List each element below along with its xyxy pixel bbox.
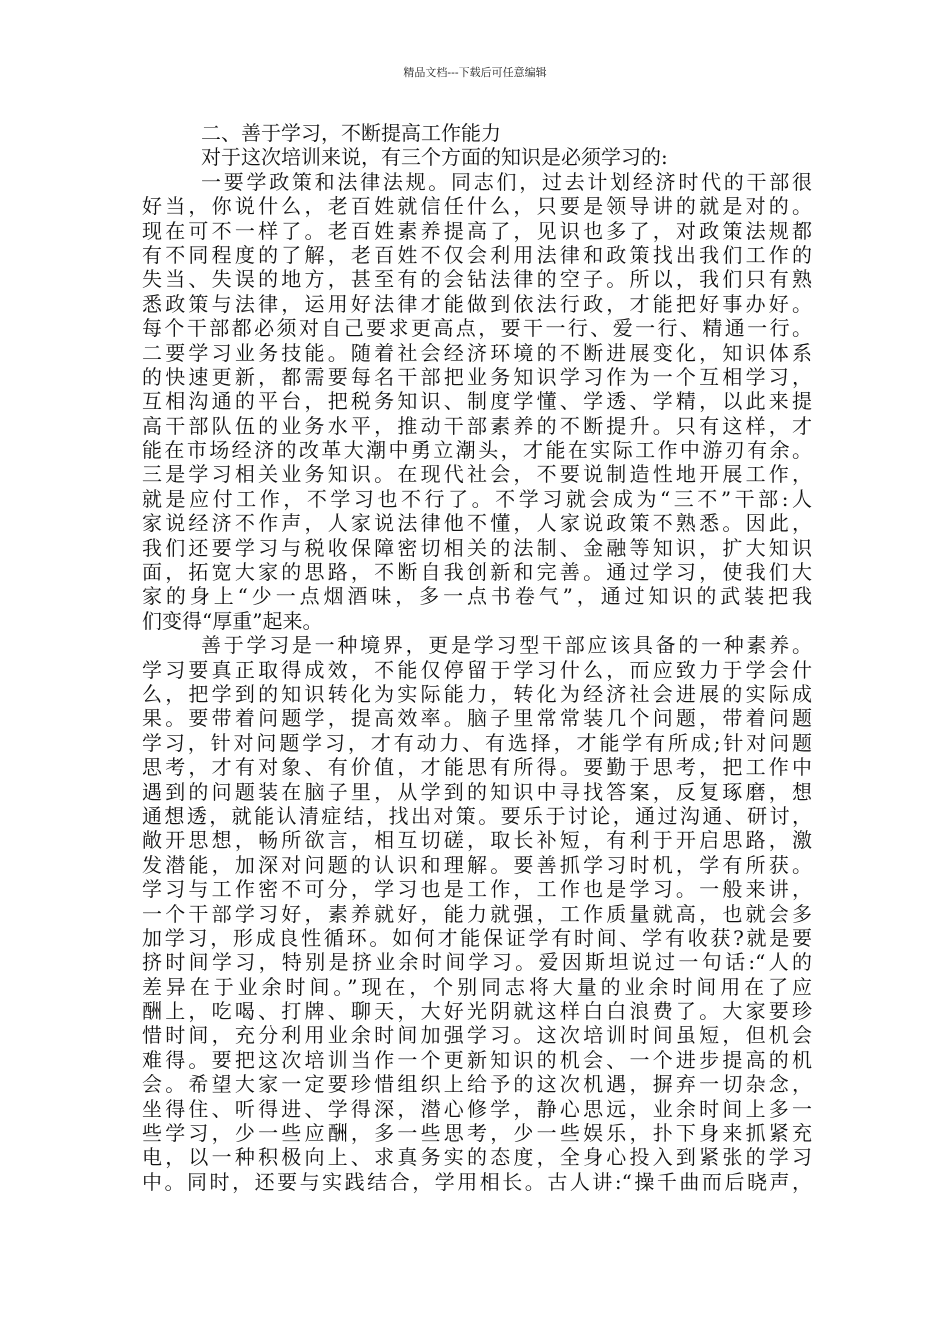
text-line: 一个干部学习好，素养就好，能力就强，工作质量就高，也就会多 (142, 901, 812, 926)
text-line: 二、善于学习，不断提高工作能力 (201, 121, 501, 145)
text-line: 坐得住、听得进、学得深，潜心修学，静心思远，业余时间上多一 (142, 1096, 812, 1121)
text-line: 家说经济不作声，人家说法律他不懂，人家说政策不熟悉。因此， (142, 511, 812, 536)
text-line: 家的身上“少一点烟酒味，多一点书卷气”，通过知识的武装把我 (142, 584, 812, 609)
text-line: 现在可不一样了。老百姓素养提高了，见识也多了，对政策法规都 (142, 218, 812, 243)
text-line: 们变得“厚重”起来。 (142, 608, 323, 633)
text-line: 的快速更新，都需要每名干部把业务知识学习作为一个互相学习， (142, 364, 812, 389)
text-line: 些学习，少一些应酬，多一些思考，少一些娱乐，扑下身来抓紧充 (142, 1121, 812, 1146)
text-line: 学习，针对问题学习，才有动力、有选择，才能学有所成;针对问题 (142, 730, 812, 755)
text-line: 学习与工作密不可分，学习也是工作，工作也是学习。一般来讲， (142, 877, 812, 902)
text-line: 三是学习相关业务知识。在现代社会，不要说制造性地开展工作， (142, 462, 812, 487)
page-header: 精品文档---下载后可任意编辑 (403, 66, 547, 79)
text-line: 每个干部都必须对自己要求更高点，要干一行、爱一行、精通一行。 (142, 316, 812, 341)
text-line: 高干部队伍的业务水平，推动干部素养的不断提升。只有这样，才 (142, 413, 812, 438)
text-line: 学习要真正取得成效，不能仅停留于学习什么，而应致力于学会什 (142, 657, 812, 682)
text-line: 果。要带着问题学，提高效率。脑子里常常装几个问题，带着问题 (142, 706, 812, 731)
text-line: 通想透，就能认清症结，找出对策。要乐于讨论，通过沟通、研讨， (142, 803, 812, 828)
text-line: 能在市场经济的改革大潮中勇立潮头，才能在实际工作中游刃有余。 (142, 438, 812, 463)
text-line: 惜时间，充分利用业余时间加强学习。这次培训时间虽短，但机会 (142, 1023, 812, 1048)
text-line: 二要学习业务技能。随着社会经济环境的不断进展变化，知识体系 (142, 340, 812, 365)
text-line: 会。希望大家一定要珍惜组织上给予的这次机遇，摒弃一切杂念， (142, 1072, 812, 1097)
text-line: 就是应付工作，不学习也不行了。不学习就会成为“三不”干部:人 (142, 486, 812, 511)
text-line: 善于学习是一种境界，更是学习型干部应该具备的一种素养。 (201, 633, 812, 658)
text-line: 好当，你说什么，老百姓就信任什么，只要是领导讲的就是对的。 (142, 194, 812, 219)
text-line: 思考，才有对象、有价值，才能思有所得。要勤于思考，把工作中 (142, 755, 812, 780)
text-line: 互相沟通的平台，把税务知识、制度学懂、学透、学精，以此来提 (142, 389, 812, 414)
text-line: 发潜能，加深对问题的认识和理解。要善抓学习时机，学有所获。 (142, 852, 812, 877)
text-line: 差异在于业余时间。”现在，个别同志将大量的业余时间用在了应 (142, 974, 812, 999)
text-line: 酬上，吃喝、打牌、聊天，大好光阴就这样白白浪费了。大家要珍 (142, 999, 812, 1024)
text-line: 对于这次培训来说，有三个方面的知识是必须学习的: (201, 145, 668, 170)
text-line: 么，把学到的知识转化为实际能力，转化为经济社会进展的实际成 (142, 681, 812, 706)
text-line: 中。同时，还要与实践结合，学用相长。古人讲:“操千曲而后晓声， (142, 1169, 812, 1194)
document-body (142, 121, 812, 1194)
text-line: 加学习，形成良性循环。如何才能保证学有时间、学有收获?就是要 (142, 925, 812, 950)
text-line: 电，以一种积极向上、求真务实的态度，全身心投入到紧张的学习 (142, 1145, 812, 1170)
text-line: 我们还要学习与税收保障密切相关的法制、金融等知识，扩大知识 (142, 535, 812, 560)
text-line: 挤时间学习，特别是挤业余时间学习。爱因斯坦说过一句话:“人的 (142, 950, 812, 975)
text-line: 敞开思想，畅所欲言，相互切磋，取长补短，有利于开启思路，激 (142, 828, 812, 853)
text-line: 面，拓宽大家的思路，不断自我创新和完善。通过学习，使我们大 (142, 560, 812, 585)
text-line: 悉政策与法律，运用好法律才能做到依法行政，才能把好事办好。 (142, 291, 812, 316)
text-line: 难得。要把这次培训当作一个更新知识的机会、一个进步提高的机 (142, 1047, 812, 1072)
text-line: 失当、失误的地方，甚至有的会钻法律的空子。所以，我们只有熟 (142, 267, 812, 292)
text-line: 一要学政策和法律法规。同志们，过去计划经济时代的干部很 (201, 169, 812, 194)
text-line: 有不同程度的了解，老百姓不仅会利用法律和政策找出我们工作的 (142, 242, 812, 267)
text-line: 遇到的问题装在脑子里，从学到的知识中寻找答案，反复琢磨，想 (142, 779, 812, 804)
